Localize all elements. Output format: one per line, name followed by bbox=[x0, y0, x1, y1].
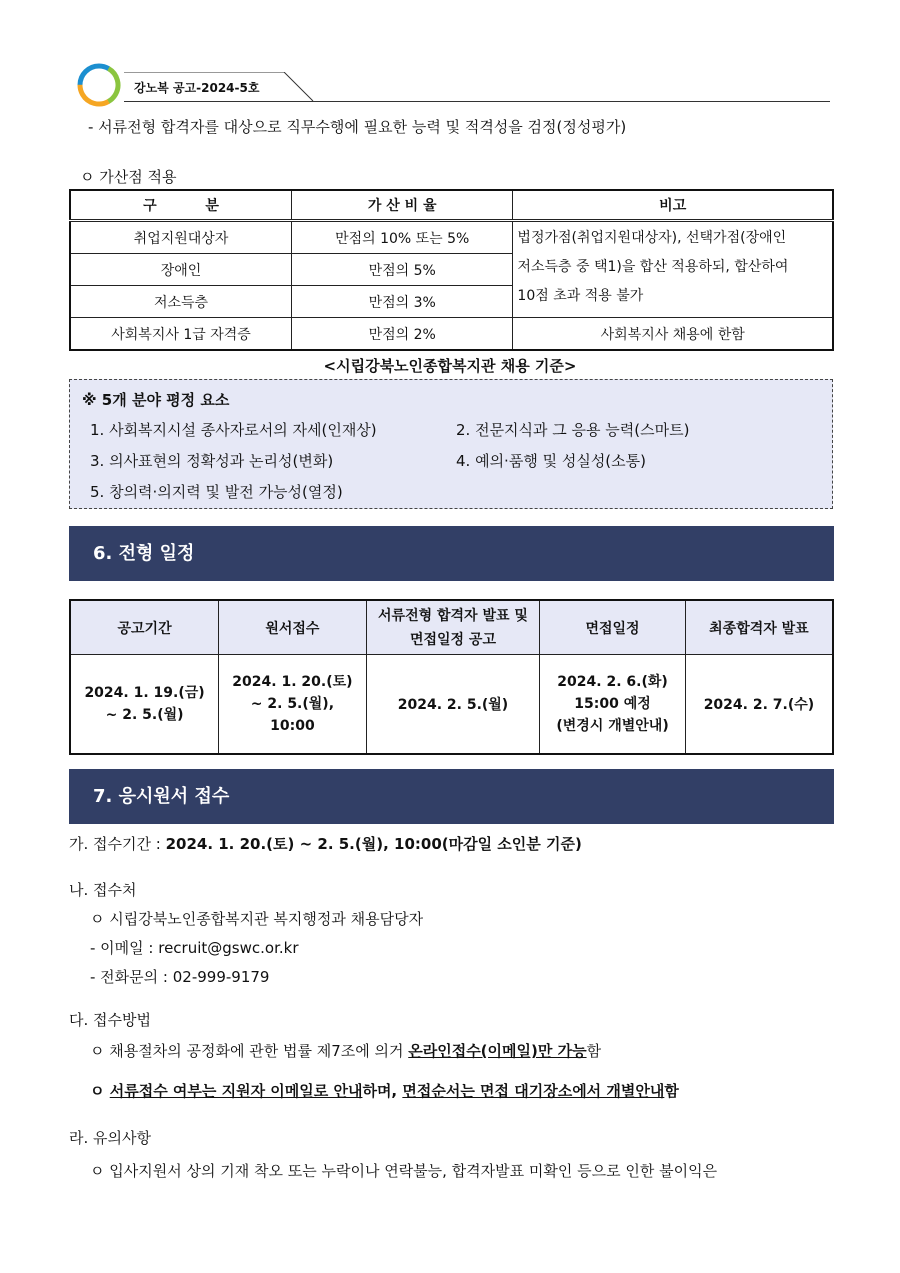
cell-line: 2024. 1. 19.(금) bbox=[84, 685, 205, 701]
header-divider bbox=[124, 101, 830, 102]
cell-line: 2024. 1. 20.(토) bbox=[232, 674, 353, 690]
method-emphasis: 서류접수 여부는 지원자 이메일로 안내 bbox=[109, 1082, 363, 1100]
notes-title: 라. 유의사항 bbox=[69, 1129, 151, 1147]
criteria-item: 3. 의사표현의 정확성과 논리성(변화) bbox=[90, 452, 334, 470]
method-emphasis: 면접순서는 면접 대기장소에서 개별안내 bbox=[402, 1082, 665, 1100]
section-7-header: 7. 응시원서 접수 bbox=[69, 769, 834, 824]
schedule-row bbox=[70, 655, 833, 755]
method-text: ㅇ bbox=[90, 1082, 110, 1100]
phone-line: - 전화문의 : 02-999-9179 bbox=[90, 968, 270, 986]
cell-line: ~ 2. 5.(월) bbox=[105, 707, 184, 723]
place-org: ㅇ 시립강북노인종합복지관 복지행정과 채용담당자 bbox=[90, 910, 424, 928]
cell-interview bbox=[540, 655, 686, 755]
method-line-1 bbox=[90, 1040, 601, 1061]
row-category: 취업지원대상자 bbox=[70, 221, 292, 254]
header-doc-result-line: 서류전형 합격자 발표 및 bbox=[378, 607, 528, 624]
intro-line: - 서류전형 합격자를 대상으로 직무수행에 필요한 능력 및 적격성을 검정(정성평가) bbox=[88, 118, 627, 136]
row-rate: 만점의 10% 또는 5% bbox=[292, 221, 513, 254]
method-line-2 bbox=[90, 1080, 679, 1101]
email-line: - 이메일 : recruit@gswc.or.kr bbox=[90, 939, 299, 957]
header-final: 최종합격자 발표 bbox=[685, 600, 833, 655]
row-rate: 만점의 3% bbox=[292, 286, 513, 318]
header-rate: 가 산 비 율 bbox=[292, 190, 513, 221]
section-6-header: 6. 전형 일정 bbox=[69, 526, 834, 581]
method-emphasis: 온라인접수(이메일)만 가능 bbox=[408, 1042, 587, 1060]
schedule-table bbox=[69, 599, 834, 755]
method-text: 함 bbox=[586, 1042, 602, 1060]
organization-logo bbox=[76, 62, 122, 108]
bonus-note-line: 법정가점(취업지원대상자), 선택가점(장애인 bbox=[517, 230, 787, 246]
method-title: 다. 접수방법 bbox=[69, 1011, 151, 1029]
criteria-item: 1. 사회복지시설 종사자로서의 자세(인재상) bbox=[90, 421, 377, 439]
header-doc-result-line: 면접일정 공고 bbox=[409, 631, 496, 648]
cell-receipt bbox=[219, 655, 367, 755]
cell-doc-result: 2024. 2. 5.(월) bbox=[366, 655, 540, 755]
cell-line: 15:00 예정 bbox=[574, 696, 651, 712]
header-interview: 면접일정 bbox=[540, 600, 686, 655]
row-rate: 만점의 5% bbox=[292, 254, 513, 286]
row-note: 사회복지사 채용에 한함 bbox=[513, 318, 833, 351]
bonus-note-line: 10점 초과 적용 불가 bbox=[517, 288, 644, 304]
cell-line: ~ 2. 5.(월), bbox=[250, 696, 335, 712]
bonus-table bbox=[69, 189, 834, 351]
bonus-table-header bbox=[70, 190, 833, 221]
bonus-note bbox=[513, 221, 833, 318]
row-category: 저소득층 bbox=[70, 286, 292, 318]
bonus-title: ㅇ 가산점 적용 bbox=[80, 168, 177, 186]
receipt-period bbox=[69, 833, 582, 854]
header-doc-result bbox=[366, 600, 540, 655]
method-text: 함 bbox=[664, 1082, 679, 1100]
method-text: 하며, bbox=[362, 1082, 403, 1100]
schedule-header-row bbox=[70, 600, 833, 655]
criteria-title: ※ 5개 분야 평정 요소 bbox=[82, 391, 230, 409]
criteria-item: 2. 전문지식과 그 응용 능력(스마트) bbox=[456, 421, 690, 439]
header-category: 구 분 bbox=[70, 190, 292, 221]
table-caption: <시립강북노인종합복지관 채용 기준> bbox=[323, 357, 577, 375]
header-period: 공고기간 bbox=[70, 600, 219, 655]
cell-line: 10:00 bbox=[270, 718, 315, 734]
place-title: 나. 접수처 bbox=[69, 881, 137, 899]
receipt-period-label: 가. 접수기간 : bbox=[69, 835, 166, 853]
header-note: 비고 bbox=[513, 190, 833, 221]
cell-period bbox=[70, 655, 219, 755]
row-category: 장애인 bbox=[70, 254, 292, 286]
cell-line: 2024. 2. 6.(화) bbox=[557, 674, 668, 690]
method-text: ㅇ 채용절차의 공정화에 관한 법률 제7조에 의거 bbox=[90, 1042, 409, 1060]
header-receipt: 원서접수 bbox=[219, 600, 367, 655]
table-row bbox=[70, 221, 833, 254]
table-row bbox=[70, 318, 833, 351]
receipt-period-value: 2024. 1. 20.(토) ~ 2. 5.(월), 10:00(마감일 소인분 기준) bbox=[165, 835, 582, 853]
notes-line-1: ㅇ 입사지원서 상의 기재 착오 또는 누락이나 연락불능, 합격자발표 미확인 등으로 인한 불이익은 bbox=[90, 1162, 718, 1180]
cell-final: 2024. 2. 7.(수) bbox=[685, 655, 833, 755]
row-rate: 만점의 2% bbox=[292, 318, 513, 351]
cell-line: (변경시 개별안내) bbox=[556, 718, 669, 734]
criteria-item: 4. 예의·품행 및 성실성(소통) bbox=[456, 452, 646, 470]
row-category: 사회복지사 1급 자격증 bbox=[70, 318, 292, 351]
bonus-note-line: 저소득층 중 택1)을 합산 적용하되, 합산하여 bbox=[517, 259, 789, 275]
document-number: 강노복 공고-2024-5호 bbox=[134, 81, 260, 95]
criteria-item: 5. 창의력·의지력 및 발전 가능성(열정) bbox=[90, 483, 343, 501]
criteria-box bbox=[69, 379, 833, 509]
